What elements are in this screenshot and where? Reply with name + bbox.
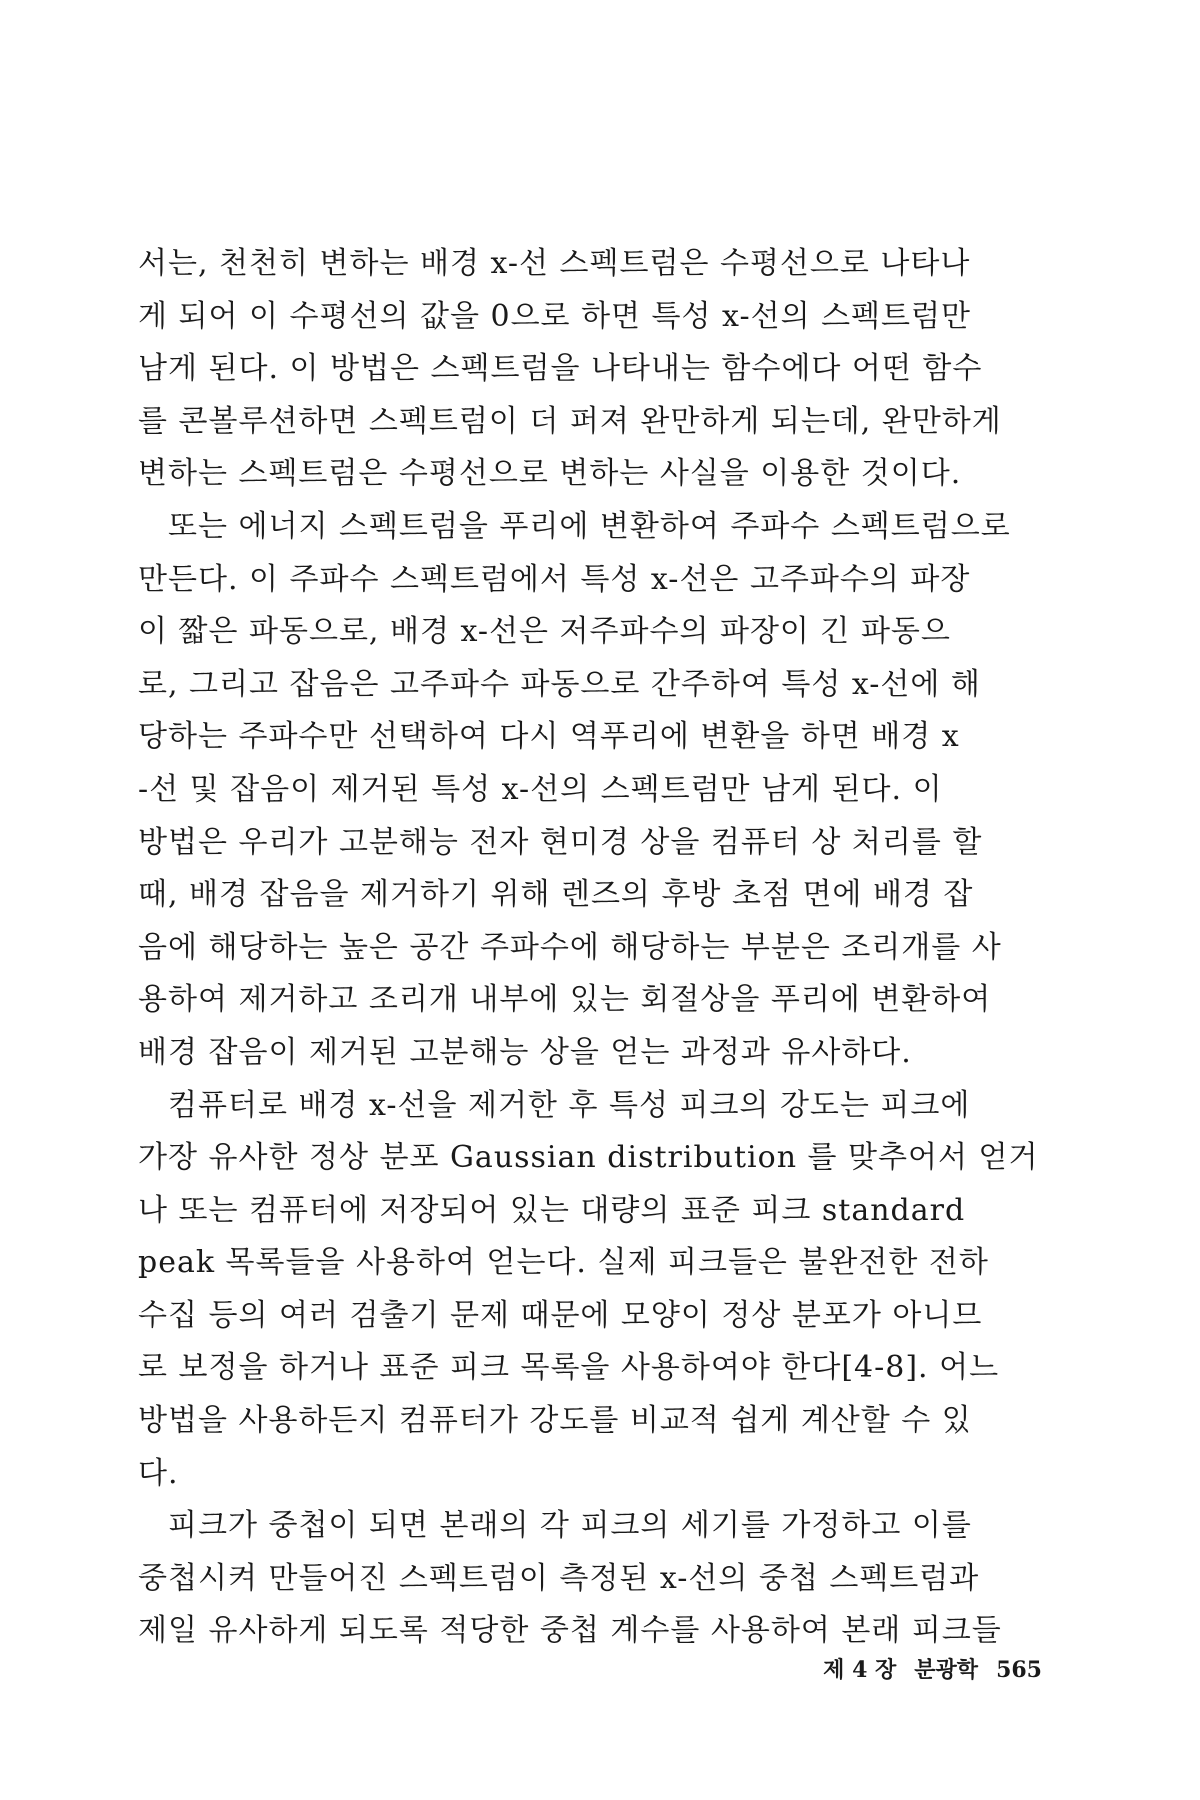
text-line: -선 및 잡음이 제거된 특성 x-선의 스펙트럼만 남게 된다. 이 bbox=[138, 771, 943, 807]
chapter-title: 분광학 bbox=[914, 1657, 979, 1683]
text-line: 방법은 우리가 고분해능 전자 현미경 상을 컴퓨터 상 처리를 할 bbox=[138, 824, 983, 860]
text-line: 용하여 제거하고 조리개 내부에 있는 회절상을 푸리에 변환하여 bbox=[138, 982, 992, 1018]
text-line: 변하는 스펙트럼은 수평선으로 변하는 사실을 이용한 것이다. bbox=[138, 456, 962, 492]
text-line: 서는, 천천히 변하는 배경 x-선 스펙트럼은 수평선으로 나타나 bbox=[138, 246, 971, 281]
chapter-label: 제 4 장 bbox=[823, 1657, 897, 1683]
page-number: 565 bbox=[996, 1657, 1042, 1683]
body-text bbox=[138, 238, 1056, 1658]
page-footer bbox=[823, 1650, 1042, 1690]
text-line: 제일 유사하게 되도록 적당한 중첩 계수를 사용하여 본래 피크들 bbox=[138, 1613, 1002, 1649]
text-line: peak 목록들을 사용하여 얻는다. 실제 피크들은 불완전한 전하 bbox=[138, 1245, 989, 1281]
text-line: 다. bbox=[138, 1455, 179, 1491]
text-line: 음에 해당하는 높은 공간 주파수에 해당하는 부분은 조리개를 사 bbox=[138, 929, 1002, 965]
text-line: 컴퓨터로 배경 x-선을 제거한 후 특성 피크의 강도는 피크에 bbox=[168, 1087, 971, 1123]
text-line: 중첩시켜 만들어진 스펙트럼이 측정된 x-선의 중첩 스펙트럼과 bbox=[138, 1560, 980, 1596]
text-line: 수집 등의 여러 검출기 문제 때문에 모양이 정상 분포가 아니므 bbox=[138, 1297, 983, 1333]
text-line: 배경 잡음이 제거된 고분해능 상을 얻는 과정과 유사하다. bbox=[138, 1034, 912, 1070]
text-line: 또는 에너지 스펙트럼을 푸리에 변환하여 주파수 스펙트럼으로 bbox=[168, 508, 1011, 544]
text-line: 가장 유사한 정상 분포 Gaussian distribution 를 맞추어서 얻거 bbox=[138, 1140, 1039, 1176]
text-line: 게 되어 이 수평선의 값을 0으로 하면 특성 x-선의 스펙트럼만 bbox=[138, 298, 971, 334]
text-line: 방법을 사용하든지 컴퓨터가 강도를 비교적 쉽게 계산할 수 있 bbox=[138, 1403, 972, 1439]
text-line: 때, 배경 잡음을 제거하기 위해 렌즈의 후방 초점 면에 배경 잡 bbox=[138, 877, 974, 913]
text-line: 이 짧은 파동으로, 배경 x-선은 저주파수의 파장이 긴 파동으 bbox=[138, 614, 951, 650]
text-line: 피크가 중첩이 되면 본래의 각 피크의 세기를 가정하고 이를 bbox=[168, 1508, 972, 1544]
text-line: 를 콘볼루션하면 스펙트럼이 더 퍼져 완만하게 되는데, 완만하게 bbox=[138, 403, 1002, 439]
text-line: 남게 된다. 이 방법은 스펙트럼을 나타내는 함수에다 어떤 함수 bbox=[138, 351, 983, 387]
text-line: 만든다. 이 주파수 스펙트럼에서 특성 x-선은 고주파수의 파장 bbox=[138, 561, 971, 597]
text-line: 당하는 주파수만 선택하여 다시 역푸리에 변환을 하면 배경 x bbox=[138, 719, 960, 755]
text-line: 로 보정을 하거나 표준 피크 목록을 사용하여야 한다[4-8]. 어느 bbox=[138, 1350, 1000, 1386]
text-line: 나 또는 컴퓨터에 저장되어 있는 대량의 표준 피크 standard bbox=[138, 1192, 966, 1228]
text-line: 로, 그리고 잡음은 고주파수 파동으로 간주하여 특성 x-선에 해 bbox=[138, 666, 981, 702]
